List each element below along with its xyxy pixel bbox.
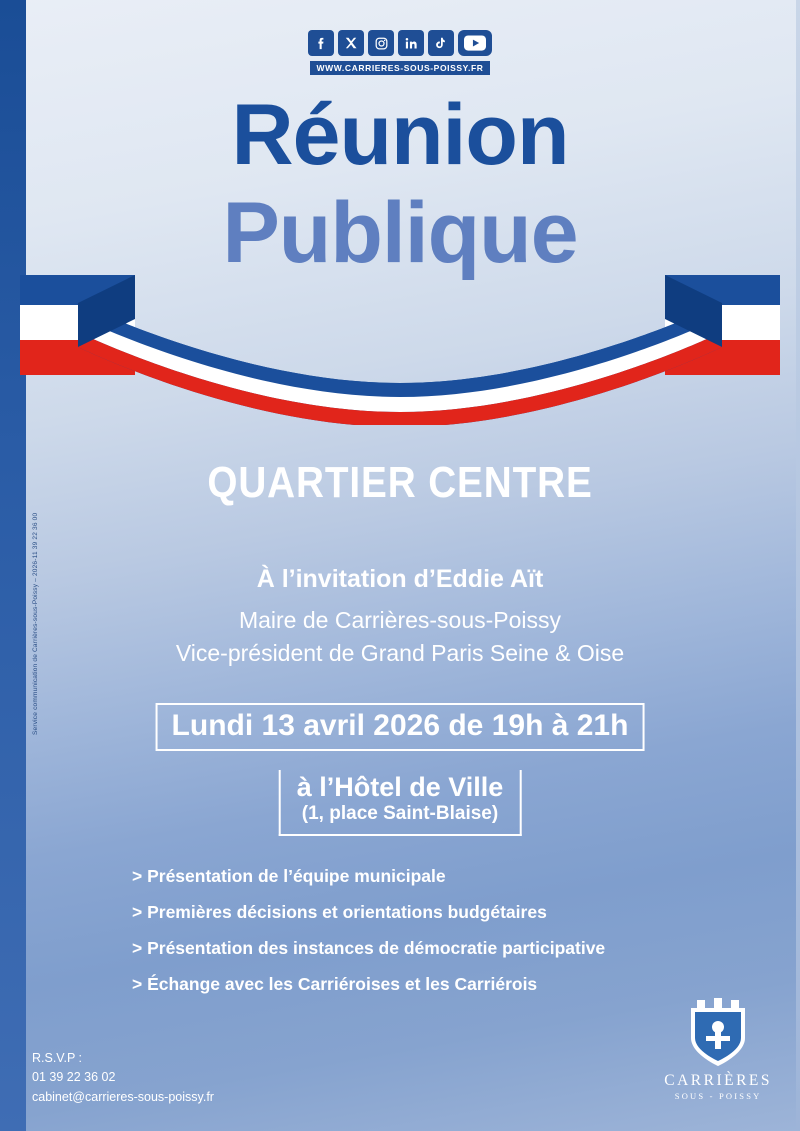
invitation-line: À l’invitation d’Eddie Aït: [256, 565, 544, 593]
venue-box: [279, 770, 522, 836]
city-logo: [664, 996, 772, 1101]
list-item: > Premières décisions et orientations budgétaires: [132, 902, 547, 922]
social-header: [0, 30, 800, 75]
invitation-role-vicepresident: Vice-président de Grand Paris Seine & Oise: [175, 640, 625, 666]
credit-text: Service communication de Carrières-sous-Poissy – 2026-11 39 22 36 00: [32, 512, 39, 735]
subject-heading: QUARTIER CENTRE: [207, 458, 593, 507]
french-flag-ribbon-decoration: [0, 255, 800, 425]
instagram-icon[interactable]: [368, 30, 394, 56]
list-item: > Échange avec les Carriéroises et les Carriérois: [132, 974, 538, 994]
social-icon-row: [308, 30, 492, 56]
facebook-icon[interactable]: [308, 30, 334, 56]
x-twitter-icon[interactable]: [338, 30, 364, 56]
page-title-line2: Publique: [222, 185, 578, 281]
rsvp-email[interactable]: cabinet@carrieres-sous-poissy.fr: [32, 1089, 214, 1104]
datetime-box: Lundi 13 avril 2026 de 19h à 21h: [156, 703, 645, 751]
tiktok-icon[interactable]: [428, 30, 454, 56]
website-url[interactable]: WWW.CARRIERES-SOUS-POISSY.FR: [310, 61, 491, 75]
list-item: > Présentation des instances de démocratie participative: [132, 938, 606, 958]
linkedin-icon[interactable]: [398, 30, 424, 56]
youtube-icon[interactable]: [458, 30, 492, 56]
venue-name: à l’Hôtel de Ville: [296, 772, 504, 802]
agenda-list: [132, 866, 760, 1010]
rsvp-block: [32, 1049, 214, 1107]
crest-icon: [687, 996, 749, 1068]
list-item: > Présentation de l’équipe municipale: [132, 866, 446, 886]
logo-city-sub: SOUS - POISSY: [674, 1091, 762, 1101]
rsvp-phone[interactable]: 01 39 22 36 02: [32, 1070, 116, 1085]
rsvp-label: R.S.V.P :: [32, 1050, 83, 1065]
logo-city-name: CARRIÈRES: [664, 1072, 772, 1089]
page-title-line1: Réunion: [231, 87, 569, 183]
invitation-role-mayor: Maire de Carrières-sous-Poissy: [238, 607, 562, 633]
venue-address: (1, place Saint-Blaise): [301, 803, 499, 825]
